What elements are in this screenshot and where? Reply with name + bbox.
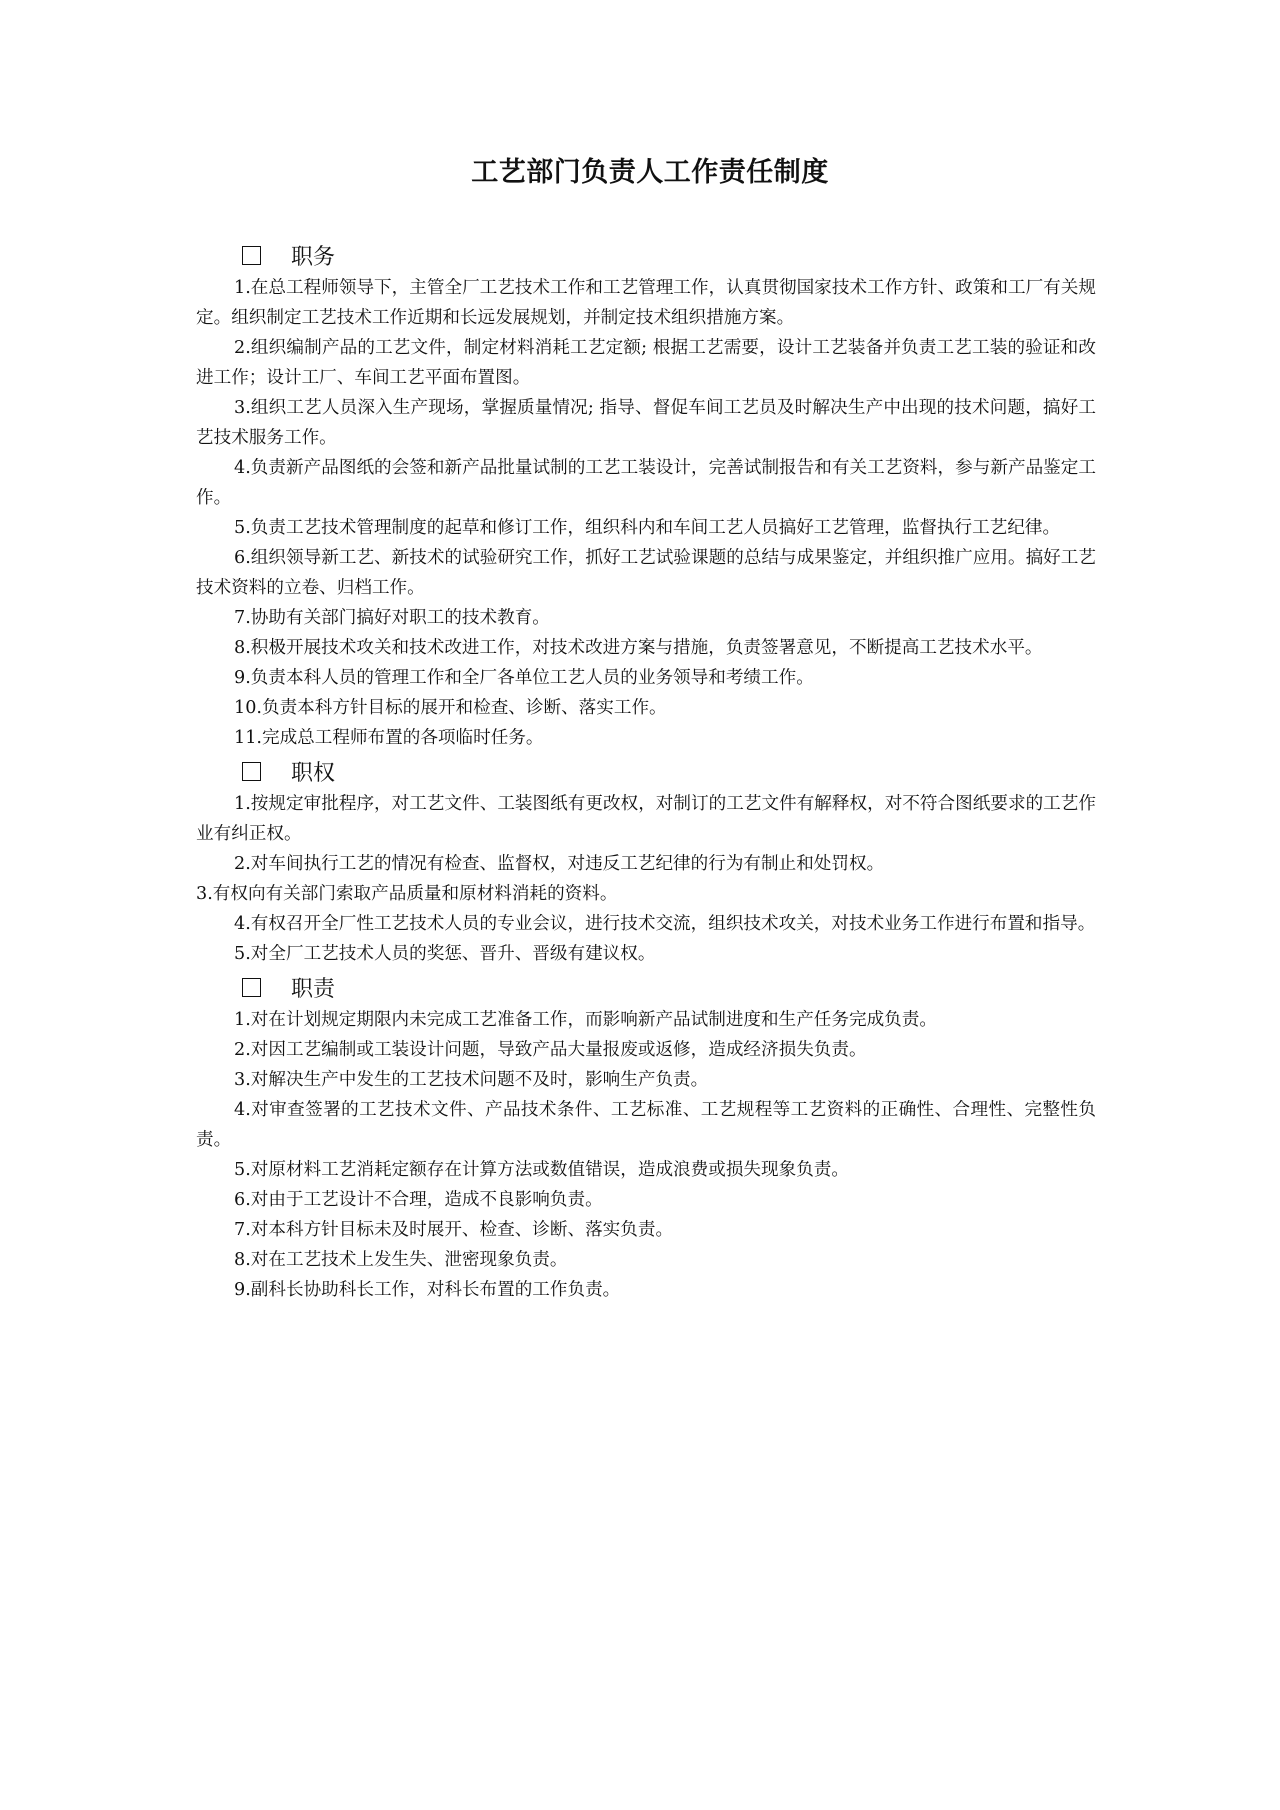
list-item: 9.负责本科人员的管理工作和全厂各单位工艺人员的业务领导和考绩工作。 <box>234 668 814 688</box>
list-item: 1.对在计划规定期限内未完成工艺准备工作，而影响新产品试制进度和生产任务完成负责。 <box>234 1010 937 1030</box>
list-item: 5.对全厂工艺技术人员的奖惩、晋升、晋级有建议权。 <box>234 944 656 964</box>
list-item: 11.完成总工程师布置的各项临时任务。 <box>234 728 544 748</box>
section-responsibilities <box>196 969 1096 1305</box>
list-item: 9.副科长协助科长工作，对科长布置的工作负责。 <box>234 1280 621 1300</box>
list-item: 6.组织领导新工艺、新技术的试验研究工作，抓好工艺试验课题的总结与成果鉴定，并组织推广应用。搞好工艺技术资料的立卷、归档工作。 <box>196 548 1096 598</box>
section-heading <box>196 969 1096 1005</box>
list-item: 2.对因工艺编制或工装设计问题，导致产品大量报废或返修，造成经济损失负责。 <box>234 1040 867 1060</box>
section-heading <box>196 237 1096 273</box>
list-item: 1.在总工程师领导下，主管全厂工艺技术工作和工艺管理工作，认真贯彻国家技术工作方针、政策和工厂有关规定。组织制定工艺技术工作近期和长远发展规划，并制定技术组织措施方案。 <box>196 278 1096 328</box>
list-item: 4.对审查签署的工艺技术文件、产品技术条件、工艺标准、工艺规程等工艺资料的正确性、合理性、完整性负责。 <box>196 1100 1096 1150</box>
list-item: 8.对在工艺技术上发生失、泄密现象负责。 <box>234 1250 568 1270</box>
list-item: 8.积极开展技术攻关和技术改进工作，对技术改进方案与措施，负责签署意见，不断提高工艺技术水平。 <box>234 638 1043 658</box>
section-heading-label: 职责 <box>291 976 336 1002</box>
list-item: 3.有权向有关部门索取产品质量和原材料消耗的资料。 <box>196 884 618 904</box>
section-heading-label: 职务 <box>291 244 336 270</box>
section-items <box>196 1005 1096 1305</box>
section-items <box>196 789 1096 969</box>
list-item: 1.按规定审批程序，对工艺文件、工装图纸有更改权，对制订的工艺文件有解释权，对不符合图纸要求的工艺作业有纠正权。 <box>196 794 1096 844</box>
list-item: 5.对原材料工艺消耗定额存在计算方法或数值错误，造成浪费或损失现象负责。 <box>234 1160 849 1180</box>
document-page <box>196 150 1096 1305</box>
list-item: 10.负责本科方针目标的展开和检查、诊断、落实工作。 <box>234 698 667 718</box>
list-item: 7.协助有关部门搞好对职工的技术教育。 <box>234 608 550 628</box>
list-item: 2.对车间执行工艺的情况有检查、监督权，对违反工艺纪律的行为有制止和处罚权。 <box>234 854 885 874</box>
list-item: 2.组织编制产品的工艺文件，制定材料消耗工艺定额; 根据工艺需要，设计工艺装备并负责工艺工装的验证和改进工作；设计工厂、车间工艺平面布置图。 <box>196 338 1096 388</box>
list-item: 5.负责工艺技术管理制度的起草和修订工作，组织科内和车间工艺人员搞好工艺管理，监督执行工艺纪律。 <box>234 518 1061 538</box>
section-authority <box>196 753 1096 969</box>
checkbox-square-icon <box>242 978 261 997</box>
list-item: 3.组织工艺人员深入生产现场，掌握质量情况; 指导、督促车间工艺员及时解决生产中出现的技术问题，搞好工艺技术服务工作。 <box>196 398 1096 448</box>
checkbox-square-icon <box>242 246 261 265</box>
list-item: 3.对解决生产中发生的工艺技术问题不及时，影响生产负责。 <box>234 1070 709 1090</box>
list-item: 4.负责新产品图纸的会签和新产品批量试制的工艺工装设计，完善试制报告和有关工艺资料，参与新产品鉴定工作。 <box>196 458 1096 508</box>
list-item: 6.对由于工艺设计不合理，造成不良影响负责。 <box>234 1190 603 1210</box>
list-item: 7.对本科方针目标未及时展开、检查、诊断、落实负责。 <box>234 1220 674 1240</box>
section-heading-label: 职权 <box>291 760 336 786</box>
list-item: 4.有权召开全厂性工艺技术人员的专业会议，进行技术交流，组织技术攻关，对技术业务工作进行布置和指导。 <box>234 914 1096 934</box>
section-items <box>196 273 1096 753</box>
section-heading <box>196 753 1096 789</box>
checkbox-square-icon <box>242 762 261 781</box>
section-duties <box>196 237 1096 753</box>
document-title: 工艺部门负责人工作责任制度 <box>471 157 829 188</box>
